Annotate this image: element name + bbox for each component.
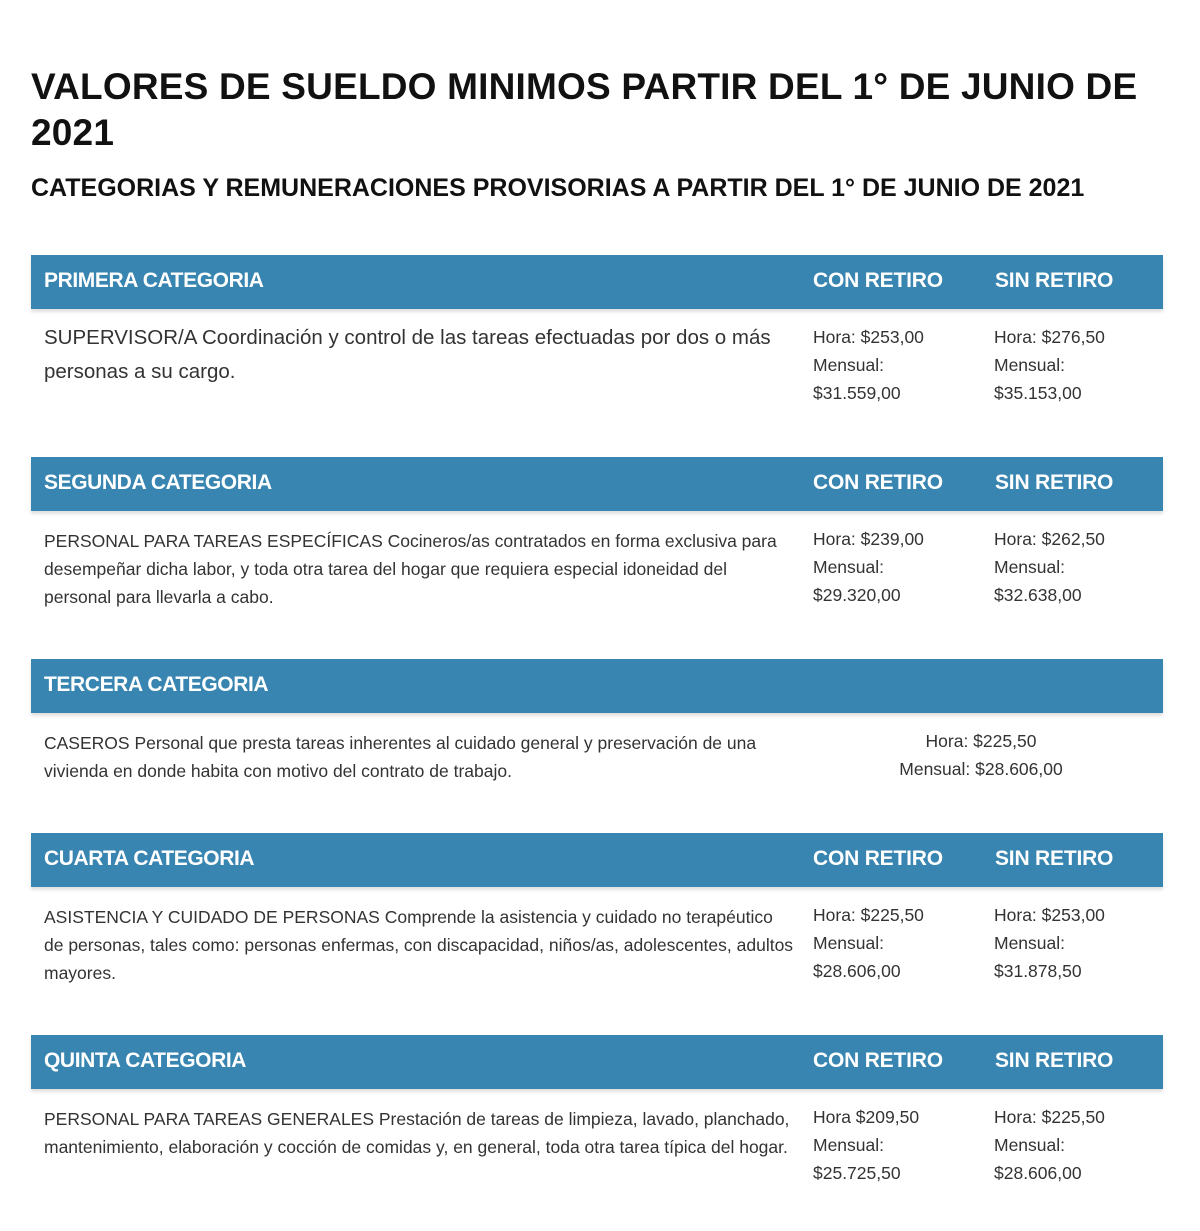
mensual-value: $31.559,00 <box>813 383 901 403</box>
sin-retiro-values <box>994 323 1164 407</box>
category-description: PERSONAL PARA TAREAS GENERALES Prestación de tareas de limpieza, lavado, planchado, mantenimiento, elaboración y cocción de comidas y, en general, toda otra tarea típica del hogar. <box>44 1109 790 1157</box>
category-name: TERCERA CATEGORIA <box>44 673 269 696</box>
column-header-con-retiro: CON RETIRO <box>813 847 943 870</box>
column-header-sin-retiro: SIN RETIRO <box>995 847 1114 870</box>
con-retiro-values <box>813 1103 983 1187</box>
hora-value: Hora: $253,00 <box>994 905 1105 925</box>
mensual-value: $29.320,00 <box>813 585 901 605</box>
mensual-value: Mensual: $28.606,00 <box>899 759 1063 779</box>
category-name: SEGUNDA CATEGORIA <box>44 471 272 494</box>
hora-value: Hora: $225,50 <box>925 731 1037 751</box>
mensual-value: $25.725,50 <box>813 1163 901 1183</box>
mensual-label: Mensual: <box>813 355 885 375</box>
category-table-tercera <box>31 659 1163 823</box>
sin-retiro-values <box>994 901 1164 985</box>
page-subtitle: CATEGORIAS Y REMUNERACIONES PROVISORIAS A PARTIR DEL 1° DE JUNIO DE 2021 <box>31 174 1085 202</box>
category-name: QUINTA CATEGORIA <box>44 1049 247 1072</box>
hora-value: Hora: $262,50 <box>994 529 1105 549</box>
category-row <box>31 713 1163 823</box>
con-retiro-values <box>813 323 983 407</box>
con-retiro-values <box>813 901 983 985</box>
mensual-value: $32.638,00 <box>994 585 1082 605</box>
mensual-value: $31.878,50 <box>994 961 1082 981</box>
hora-value: Hora: $253,00 <box>813 327 924 347</box>
hora-value: Hora: $225,50 <box>813 905 924 925</box>
hora-value: Hora $209,50 <box>813 1107 920 1127</box>
category-header <box>31 255 1163 309</box>
mensual-label: Mensual: <box>994 1135 1066 1155</box>
column-header-con-retiro: CON RETIRO <box>813 269 943 292</box>
category-name: PRIMERA CATEGORIA <box>44 269 264 292</box>
column-header-sin-retiro: SIN RETIRO <box>995 269 1114 292</box>
sin-retiro-values <box>994 525 1164 609</box>
sin-retiro-values <box>994 1103 1164 1187</box>
category-table-cuarta <box>31 833 1163 997</box>
category-header <box>31 659 1163 713</box>
category-row <box>31 1089 1163 1199</box>
category-header <box>31 457 1163 511</box>
category-table-segunda <box>31 457 1163 621</box>
hora-value: Hora: $239,00 <box>813 529 924 549</box>
category-row <box>31 309 1163 419</box>
single-values <box>811 727 1151 783</box>
category-table-quinta <box>31 1035 1163 1199</box>
column-header-con-retiro: CON RETIRO <box>813 471 943 494</box>
category-description: PERSONAL PARA TAREAS ESPECÍFICAS Cocineros/as contratados en forma exclusiva para desempeñar dicha labor, y toda otra tarea del hogar que requiera especial idoneidad del personal para llevarla a cabo. <box>44 531 777 607</box>
column-header-sin-retiro: SIN RETIRO <box>995 1049 1114 1072</box>
category-row <box>31 887 1163 997</box>
category-description: SUPERVISOR/A Coordinación y control de las tareas efectuadas por dos o más personas a su cargo. <box>44 326 771 383</box>
hora-value: Hora: $276,50 <box>994 327 1105 347</box>
page-title: VALORES DE SUELDO MINIMOS PARTIR DEL 1° DE JUNIO DE 2021 <box>31 66 1138 153</box>
mensual-value: $35.153,00 <box>994 383 1082 403</box>
column-header-sin-retiro: SIN RETIRO <box>995 471 1114 494</box>
category-description: ASISTENCIA Y CUIDADO DE PERSONAS Comprende la asistencia y cuidado no terapéutico de personas, tales como: personas enfermas, con discapacidad, niños/as, adolescentes, adultos mayores. <box>44 907 794 983</box>
con-retiro-values <box>813 525 983 609</box>
category-description: CASEROS Personal que presta tareas inherentes al cuidado general y preservación de una vivienda en donde habita con motivo del contrato de trabajo. <box>44 733 757 781</box>
category-row <box>31 511 1163 621</box>
category-table-primera <box>31 255 1163 419</box>
mensual-label: Mensual: <box>813 933 885 953</box>
mensual-label: Mensual: <box>994 933 1066 953</box>
category-header <box>31 833 1163 887</box>
mensual-label: Mensual: <box>813 557 885 577</box>
mensual-value: $28.606,00 <box>813 961 901 981</box>
hora-value: Hora: $225,50 <box>994 1107 1105 1127</box>
category-name: CUARTA CATEGORIA <box>44 847 255 870</box>
column-header-con-retiro: CON RETIRO <box>813 1049 943 1072</box>
mensual-label: Mensual: <box>994 355 1066 375</box>
category-header <box>31 1035 1163 1089</box>
mensual-value: $28.606,00 <box>994 1163 1082 1183</box>
mensual-label: Mensual: <box>994 557 1066 577</box>
mensual-label: Mensual: <box>813 1135 885 1155</box>
